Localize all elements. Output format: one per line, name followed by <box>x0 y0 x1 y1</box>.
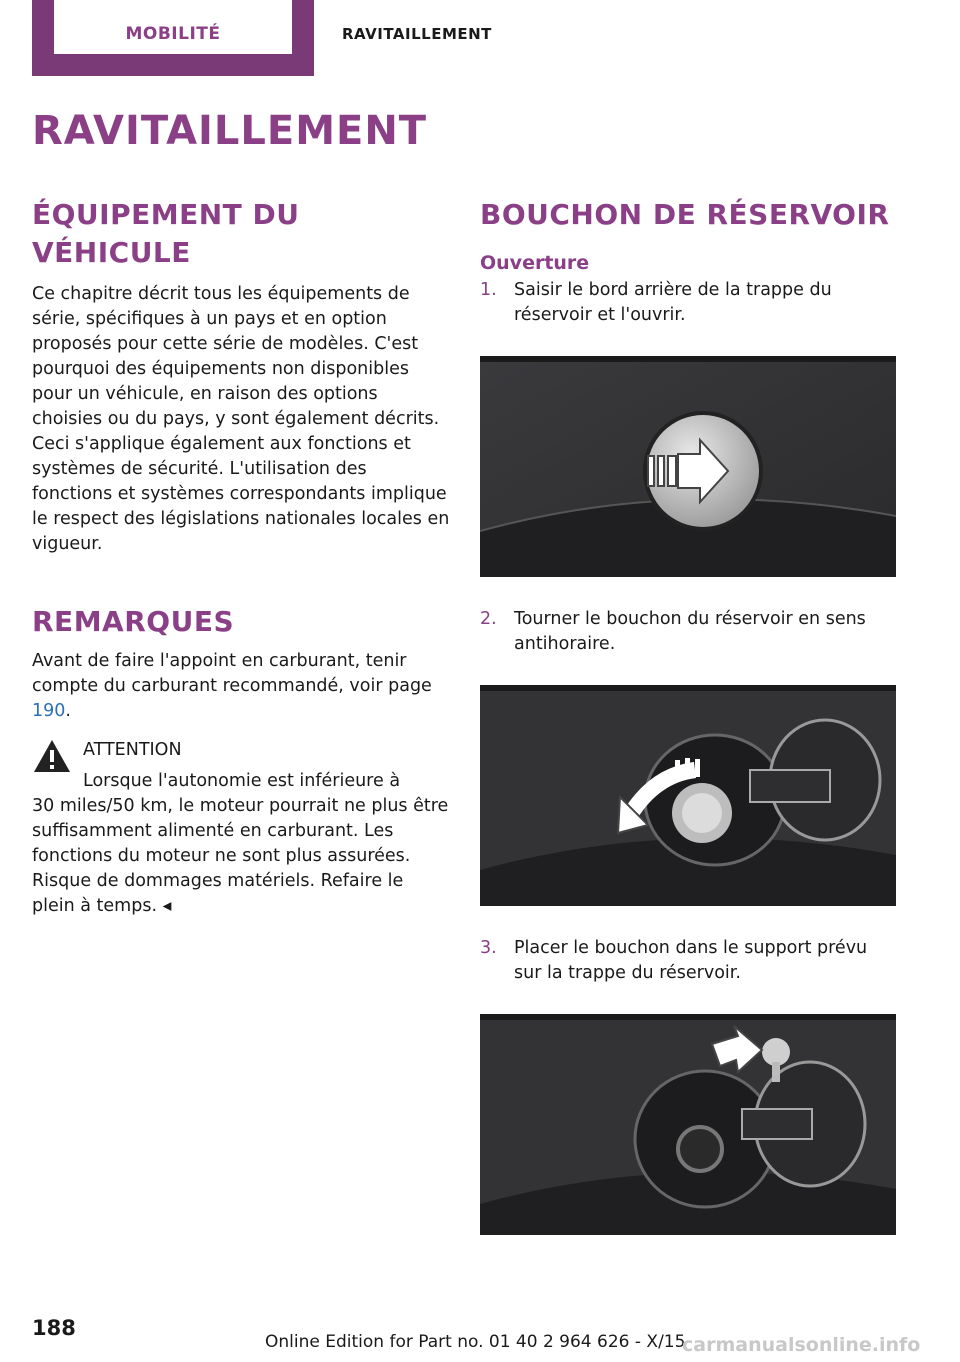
section-title-remarks: REMARQUES <box>32 605 235 638</box>
page-number: 188 <box>32 1316 76 1340</box>
warning-title: ATTENTION <box>83 740 182 760</box>
chapter-tab-label: MOBILITÉ <box>54 0 292 54</box>
fuel-flap-closed-image <box>480 356 896 577</box>
right-column <box>480 196 896 1265</box>
watermark: carmanualsonline.info <box>682 1334 921 1356</box>
step-2 <box>480 607 896 657</box>
remarks-text <box>32 649 450 724</box>
fuel-cap-turn-image <box>480 685 896 906</box>
warning-first-line: Lorsque l'autonomie est inférieure à <box>83 771 401 791</box>
warning-icon <box>32 738 72 774</box>
remarks-text-before: Avant de faire l'appoint en carburant, tenir compte du carburant recommandé, voir page <box>32 651 432 696</box>
step-text: Saisir le bord arrière de la trappe du réservoir et l'ouvrir. <box>514 280 832 325</box>
remarks-text-after: . <box>65 701 71 721</box>
section-title-vehicle-equipment: ÉQUIPEMENT DU VÉHICULE <box>32 198 300 269</box>
left-column <box>32 196 450 919</box>
step-number: 2. <box>480 609 497 629</box>
warning-text <box>32 794 450 919</box>
page-link[interactable]: 190 <box>32 701 66 721</box>
step-number: 3. <box>480 938 497 958</box>
step-1 <box>480 278 896 328</box>
warning-box <box>32 738 450 919</box>
edition-info: Online Edition for Part no. 01 40 2 964 626 - X/15 <box>265 1332 686 1352</box>
end-mark-icon: ◂ <box>162 896 172 916</box>
step-text: Tourner le bouchon du réservoir en sens antihoraire. <box>514 609 866 654</box>
chapter-tab[interactable] <box>32 0 314 76</box>
breadcrumb: RAVITAILLEMENT <box>342 25 492 43</box>
section-title-fuel-cap: BOUCHON DE RÉSERVOIR <box>480 198 890 231</box>
subsection-title-opening: Ouverture <box>480 252 590 274</box>
step-number: 1. <box>480 280 497 300</box>
warning-rest: 30 miles/50 km, le moteur pourrait ne plus être suffisamment alimenté en carburant. Les fonctions du moteur ne sont plus assurées. Risque de dommages matériels. Refaire le plein à temps. <box>32 796 449 916</box>
page-title: RAVITAILLEMENT <box>32 108 428 154</box>
step-3 <box>480 936 896 986</box>
step-text: Placer le bouchon dans le support prévu sur la trappe du réservoir. <box>514 938 868 983</box>
fuel-cap-holder-image <box>480 1014 896 1235</box>
vehicle-equipment-text: Ce chapitre décrit tous les équipements de série, spécifiques à un pays et en option proposés pour cette série de modèles. C'est pourquoi des équipements non disponibles pour un véhicule, en raison des options choisies ou du pays, y sont également décrits. Ceci s'applique également aux fonctions et systèmes de sécurité. L'utilisation des fonctions et systèmes correspondants implique le respect des législations nationales locales en vigueur. <box>32 284 450 554</box>
